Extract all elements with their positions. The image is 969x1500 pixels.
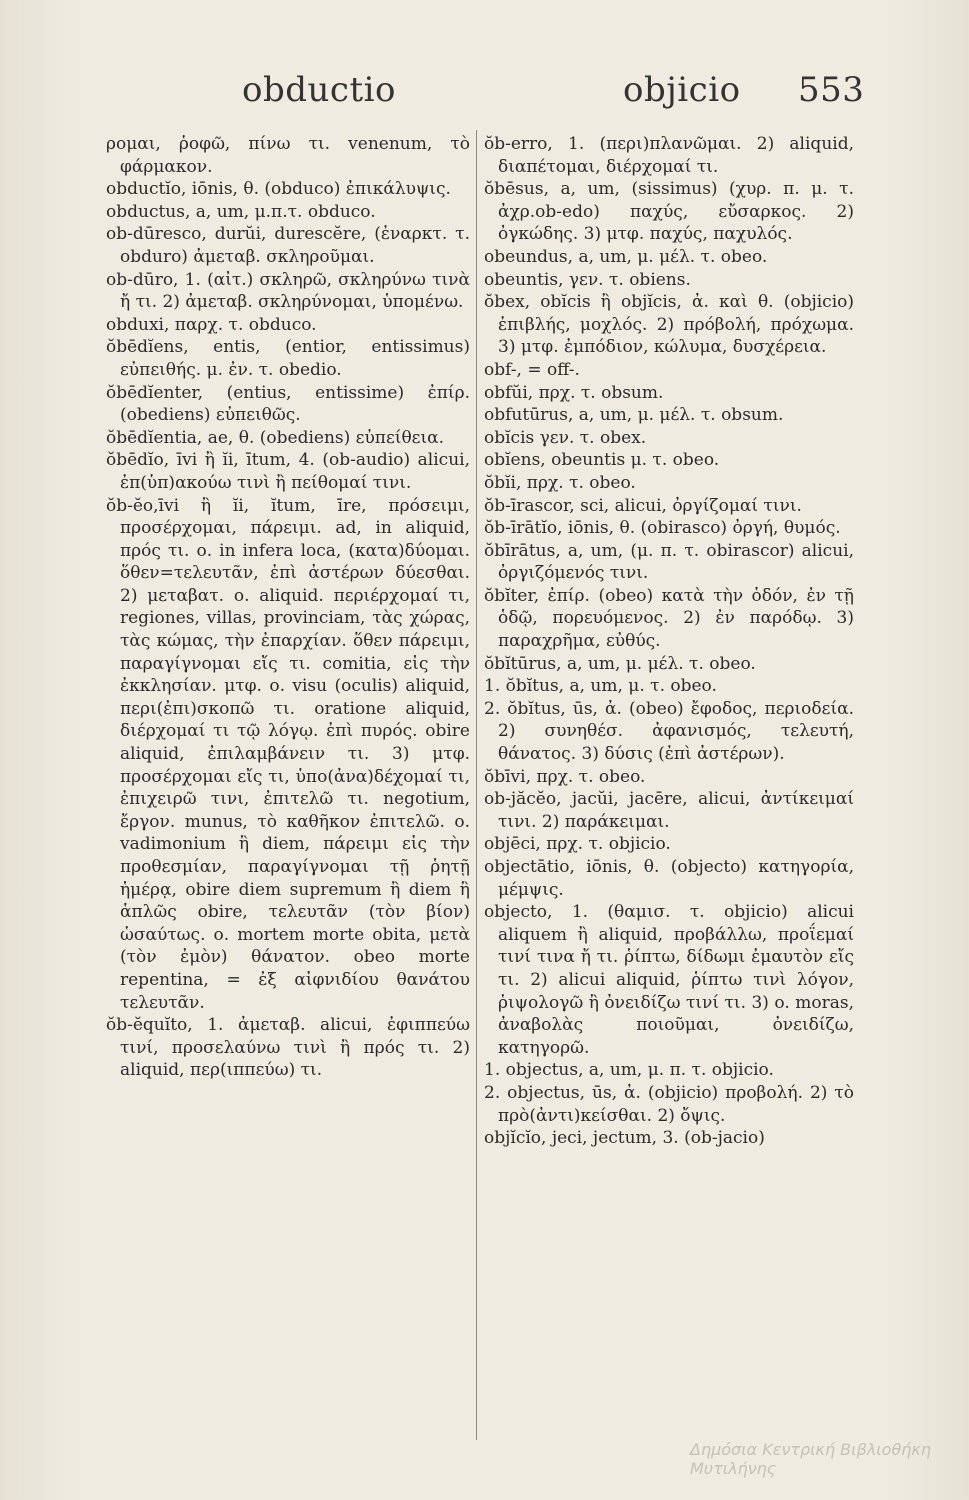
dictionary-entry: ŏbĭi, πρχ. τ. obeo. [484,472,636,493]
dictionary-entry: ob-dūresco, durŭi, durescĕre, (ἐναρκτ. τ. obduro) ἀμεταβ. σκληροῦμαι. [106,224,470,267]
dictionary-entry: objecto, 1. (θαμισ. τ. objicio) alicui aliquem ἢ aliquid, προβάλλω, προΐεμαί τινί τινα ἤ τι. ῥίπτω, δίδωμι ἐμαυτὸν εἴς τι. 2) alicui aliquid, ῥίπτω τινὶ λόγον, ῥιψολογῶ ἢ ὀνειδίζω τινί τι. 3) o. moras, ἀναβολὰς ποιοῦμαι, ὀνειδίζω, κατηγορῶ. [484,902,854,1058]
dictionary-entry: objectātio, iōnis, θ. (objecto) κατηγορία, μέμψις. [484,857,854,900]
dictionary-entry: obductus, a, um, μ.π.τ. obduco. [106,201,376,222]
dictionary-entry: ŏbīrātus, a, um, (μ. π. τ. obirascor) alicui, ὀργιζόμενός τινι. [484,540,854,584]
dictionary-entry: ŏb-īrascor, sci, alicui, ὀργίζομαί τινι. [484,495,802,516]
dictionary-entry: ρομαι, ῥοφῶ, πίνω τι. venenum, τὸ φάρμακον. [106,134,470,177]
column-divider [476,130,477,1440]
dictionary-entry: ŏb-īrātĭo, iōnis, θ. (obirasco) ὀργή, θυμός. [484,518,841,539]
dictionary-entry: 1. objectus, a, um, μ. π. τ. objicio. [484,1060,774,1081]
dictionary-entry: objĭcĭo, jeci, jectum, 3. (ob-jacio) [484,1128,765,1149]
running-head-center: objicio [623,70,741,110]
dictionary-entry: obĭens, obeuntis μ. τ. obeo. [484,450,720,471]
dictionary-entry: obeuntis, γεν. τ. obiens. [484,269,691,290]
dictionary-entry: obductĭo, iōnis, θ. (obduco) ἐπικάλυψις. [106,179,451,200]
dictionary-entry: obduxi, παρχ. τ. obduco. [106,314,317,335]
page-number: 553 [798,70,865,110]
dictionary-entry: ŏb-ĕo,īvi ἢ ĭi, ĭtum, īre, πρόσειμι, προσέρχομαι, πάρειμι. ad, in aliquid, πρός τι. ο. in infera loca, (κατα)δύομαι. ὅθεν=τελευτᾶν, ἐπὶ ἀστέρων δύεσθαι. 2) μεταβατ. ο. aliquid. περιέρχομαί τι, regiones, villas, provinciam, τὰς χώρας, τὰς κώμας, τὴν ἐπαρχίαν. ὅθεν πάρειμι, παραγίγνομαι εἴς τι. comitia, εἰς τὴν ἐκκλησίαν. μτφ. ο. visu (oculis) aliquid, περι(ἐπι)σκοπῶ τι. oratione aliquid, διέρχομαί τι τῷ λόγῳ. ἐπὶ πυρός. obire aliquid, ἐπιλαμβάνειν τι. 3) μτφ. προσέρχομαι εἴς τι, ὑπο(ἀνα)δέχομαί τι, ἐπιχειρῶ τινι, ἐπιτελῶ τι. negotium, ἔργον. munus, τὸ καθῆκον ἐπιτελῶ. ο. vadimonium ἢ diem, πάρειμι εἰς τὴν προθεσμίαν, παραγίγνομαι τῇ ῥητῇ ἡμέρᾳ, obire diem supremum ἢ diem ἢ ἁπλῶς obire, τελευτᾶν (τὸν βίον) ὡσαύτως. ο. mortem morte obita, μετὰ (τὸν ἐμὸν) θάνατον. obeo morte repentina, = ἐξ αἰφνιδίου θανάτου τελευτᾶν. [106,495,470,1013]
dictionary-entry: ŏbēdĭens, entis, (entior, entissimus) εὐπειθής. μ. ἐν. τ. obedio. [106,337,470,380]
dictionary-entry: obf-, = off-. [484,359,580,380]
dictionary-entry: 1. ŏbĭtus, a, um, μ. τ. obeo. [484,676,717,697]
dictionary-entry: obfŭi, πρχ. τ. obsum. [484,382,664,403]
dictionary-entry: ŏb-erro, 1. (περι)πλανῶμαι. 2) aliquid, διαπέτομαι, διέρχομαί τι. [484,134,854,177]
dictionary-entry: ŏbex, obĭcis ἢ objĭcis, ἀ. καὶ θ. (objicio) ἐπιβλής, μοχλός. 2) πρόβολή, πρόχωμα. 3) μτφ. ἐμπόδιον, κώλυμα, δυσχέρεια. [484,292,854,358]
dictionary-entry: ŏbĭtūrus, a, um, μ. μέλ. τ. obeo. [484,653,756,674]
right-column [484,133,854,1150]
dictionary-entry: ob-dūro, 1. (αἰτ.) σκληρῶ, σκληρύνω τινὰ ἤ τι. 2) ἀμεταβ. σκληρύνομαι, ὑπομένω. [106,269,470,313]
dictionary-entry: 2. ŏbĭtus, ūs, ἀ. (obeo) ἔφοδος, περιοδεία. 2) συνηθέσ. ἀφανισμός, τελευτή, θάνατος. 3) δύσις (ἐπὶ ἀστέρων). [484,698,854,765]
dictionary-entry: ŏbĭter, ἐπίρ. (obeo) κατὰ τὴν ὁδόν, ἐν τῇ ὁδῷ, πορευόμενος. 2) ἐν παρόδῳ. 3) παραχρῆμα, εὐθύς. [484,585,854,652]
dictionary-entry: ob-jăcĕo, jacŭi, jacēre, alicui, ἀντίκειμαί τινι. 2) παράκειμαι. [484,789,854,832]
running-head-left: obductio [242,70,396,110]
dictionary-entry: ŏbēdĭo, īvi ἢ ĭi, ītum, 4. (ob-audio) alicui, ἐπ(ὑπ)ακούω τινὶ ἢ πείθομαί τινι. [106,450,470,493]
dictionary-entry: obeundus, a, um, μ. μέλ. τ. obeo. [484,246,768,267]
dictionary-entry: ŏbēsus, a, um, (sissimus) (χυρ. π. μ. τ. ἀχρ.ob-edo) παχύς, εὔσαρκος. 2) ὀγκώδης. 3) μτφ. παχύς, παχυλός. [484,179,854,245]
dictionary-entry: obĭcis γεν. τ. obex. [484,427,647,448]
dictionary-entry: ŏb-ĕquĭto, 1. ἀμεταβ. alicui, ἐφιππεύω τινί, προσελαύνω τινὶ ἢ πρός τι. 2) aliquid, περ(ιππεύω) τι. [106,1015,470,1081]
dictionary-entry: ŏbēdĭentia, ae, θ. (obediens) εὐπείθεια. [106,427,445,448]
dictionary-entry: ŏbīvi, πρχ. τ. obeo. [484,766,646,787]
dictionary-entry: objēci, πρχ. τ. objicio. [484,834,671,855]
library-watermark: Δημόσια Κεντρική Βιβλιοθήκη Μυτιλήνης [690,1440,931,1478]
left-column [106,133,470,1082]
dictionary-entry: ŏbēdĭenter, (entius, entissime) ἐπίρ. (obediens) εὐπειθῶς. [106,382,470,426]
dictionary-entry: 2. objectus, ūs, ἀ. (objicio) προβολή. 2) τὸ πρὸ(ἀντι)κείσθαι. 2) ὄψις. [484,1082,854,1126]
dictionary-entry: obfutūrus, a, um, μ. μέλ. τ. obsum. [484,405,784,426]
